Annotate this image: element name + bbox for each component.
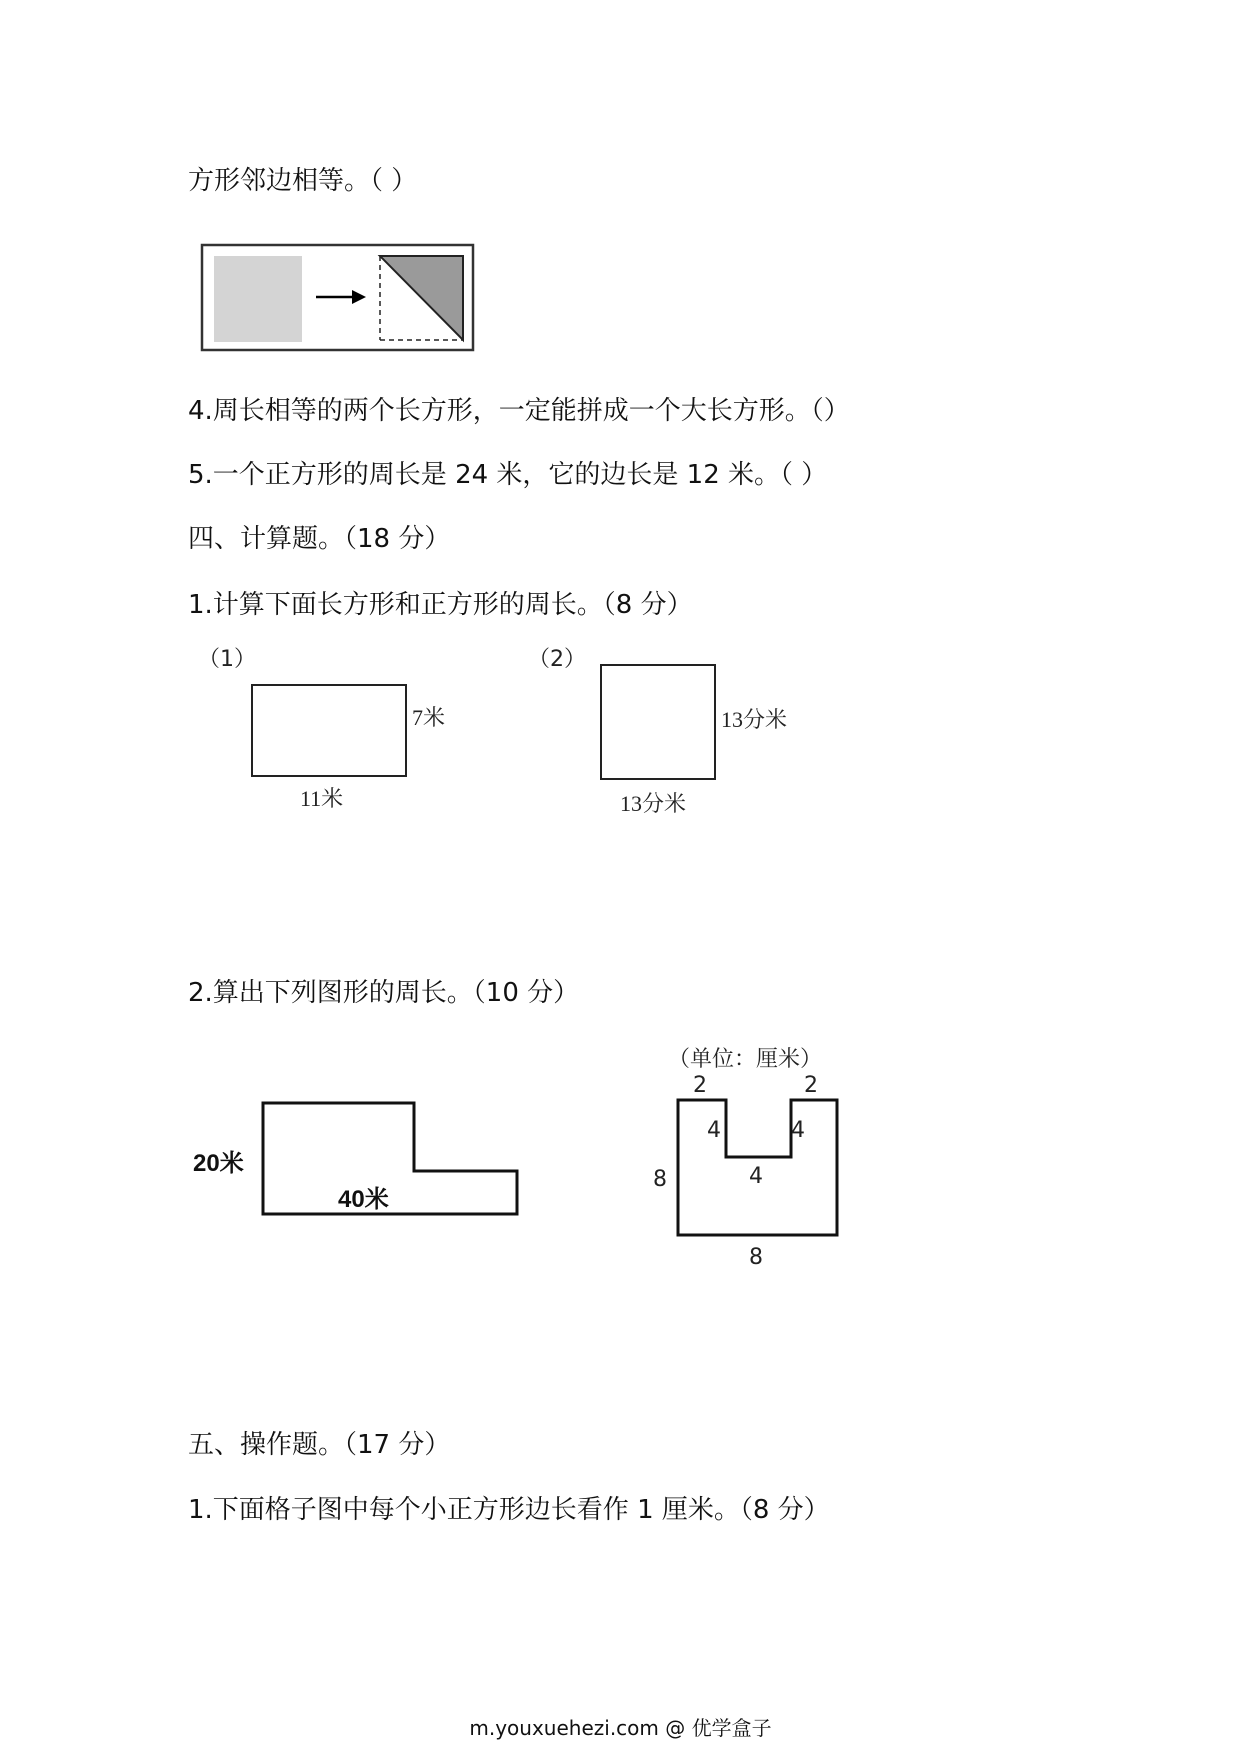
- u-label-bottom: 8: [749, 1245, 763, 1270]
- u-shape-unit: （单位：厘米）: [668, 1047, 823, 1072]
- question-5: 5.一个正方形的周长是 24 米，它的边长是 12 米。（ ）: [188, 460, 828, 490]
- u-label-top-left: 2: [693, 1073, 707, 1098]
- l-shape-height-label: 20米: [193, 1150, 244, 1177]
- square-side-label: 13分米: [721, 707, 788, 732]
- u-label-left: 8: [653, 1167, 667, 1192]
- l-shape: [263, 1103, 517, 1214]
- u-label-top-right: 2: [804, 1073, 818, 1098]
- square-tag: （2）: [528, 647, 586, 672]
- rect-tag: （1）: [198, 647, 256, 672]
- rect-bottom-label: 11米: [300, 786, 344, 811]
- l-shape-width-label: 40米: [338, 1186, 389, 1213]
- calc-question-1: 1.计算下面长方形和正方形的周长。（8 分）: [188, 590, 693, 620]
- operation-question-1: 1.下面格子图中每个小正方形边长看作 1 厘米。（8 分）: [188, 1495, 830, 1525]
- square-bottom-label: 13分米: [620, 791, 687, 816]
- u-label-inner-left: 4: [707, 1118, 721, 1143]
- rect-side-label: 7米: [412, 705, 446, 730]
- footer-watermark: m.youxuehezi.com @ 优学盒子: [469, 1716, 772, 1740]
- question-4: 4.周长相等的两个长方形，一定能拼成一个大长方形。（）: [188, 396, 850, 426]
- u-label-inner-right: 4: [791, 1118, 805, 1143]
- section-5-title: 五、操作题。（17 分）: [188, 1430, 451, 1460]
- calc-question-2: 2.算出下列图形的周长。（10 分）: [188, 978, 580, 1008]
- u-label-inner-bottom: 4: [749, 1164, 763, 1189]
- section-4-title: 四、计算题。（18 分）: [188, 524, 451, 554]
- statement-continuation: 方形邻边相等。（ ）: [188, 166, 418, 196]
